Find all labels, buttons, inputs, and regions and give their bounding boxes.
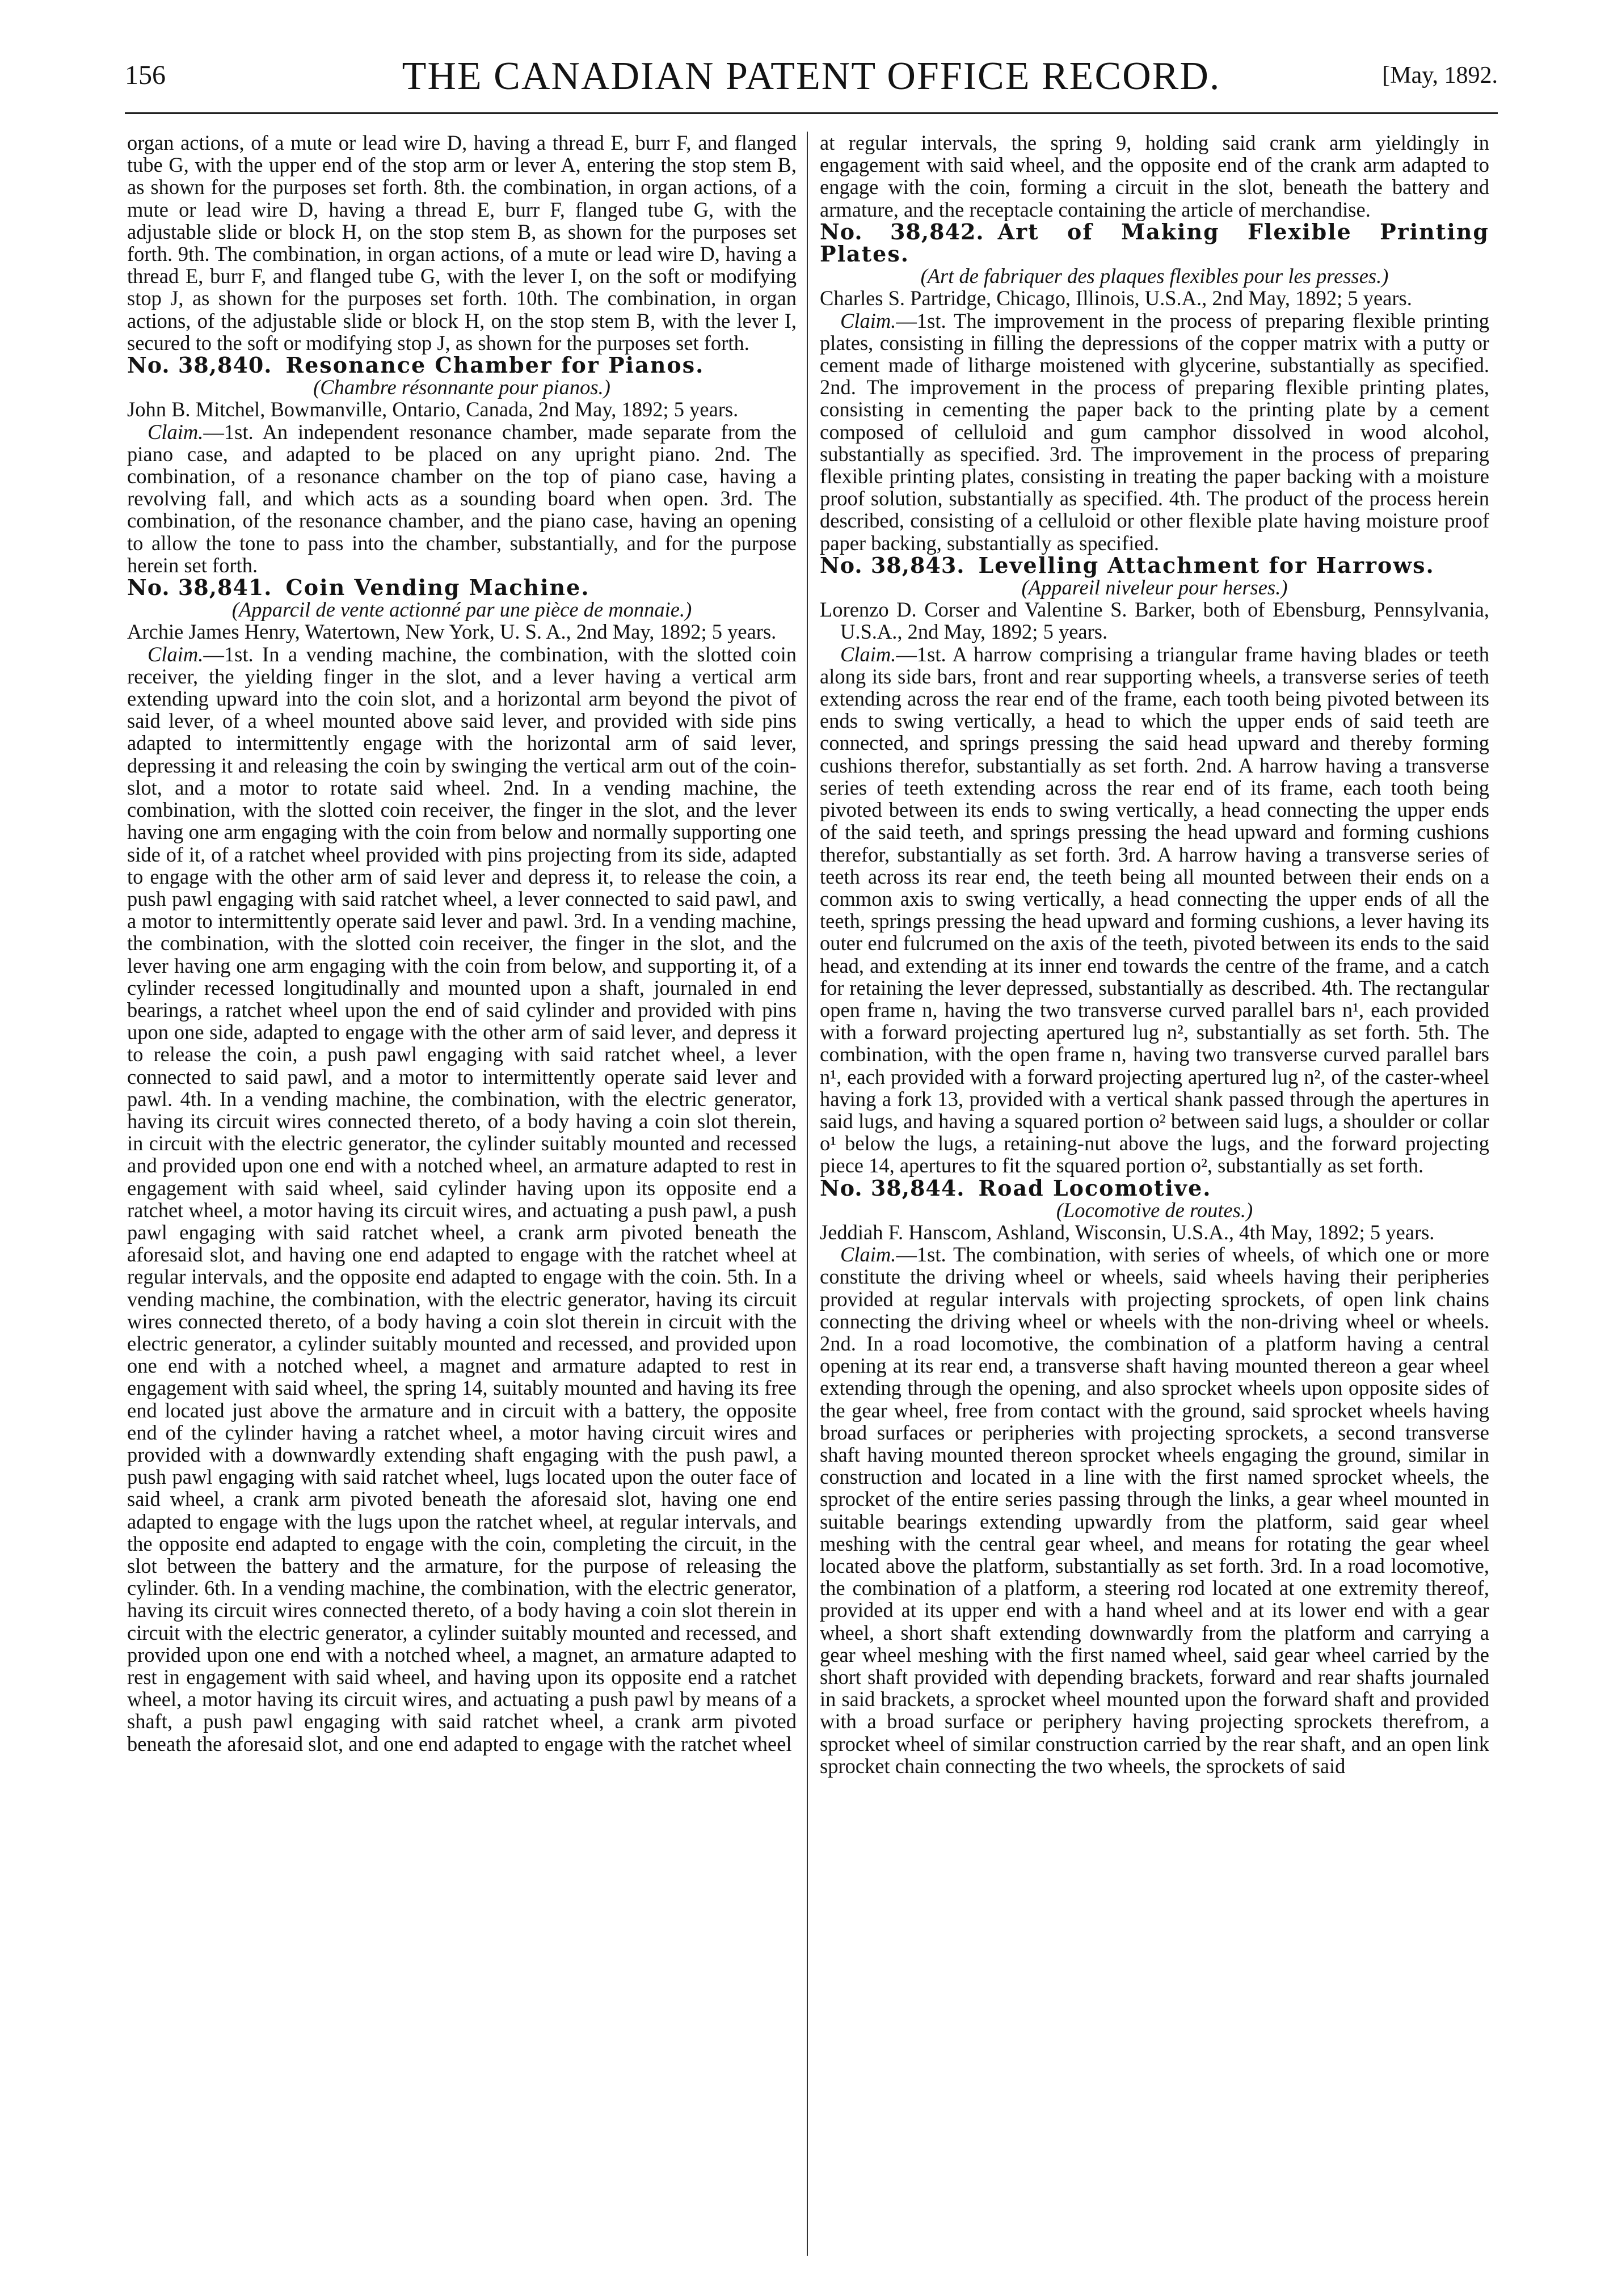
french-title: (Locomotive de routes.)	[1056, 1198, 1253, 1222]
patent-entry-38840	[127, 354, 797, 576]
patent-number: No. 38,843.	[820, 552, 965, 578]
inventor-line: Jeddiah F. Hanscom, Ashland, Wisconsin, U.S.A., 4th May, 1892; 5 years.	[820, 1220, 1435, 1244]
continuation-text: organ actions, of a mute or lead wire D, having a thread E, burr F, and flanged tube G, with the upper end of the stop arm or lever A, entering the stop stem B, as shown for the purposes set forth. 8th. the combination, in organ actions, of a mute or lead wire D, having a thread E, burr F, flanged tube G, with the adjustable slide or block H, on the stop stem B, as shown for the purposes set forth. 9th. The combination, in organ actions, of a mute or lead wire D, having a thread E, burr F, and flanged tube G, with the lever I, on the soft or modifying stop J, as shown for the purposes set forth. 10th. The combination, in organ actions, of the adjustable slide or block H, on the stop stem B, with the lever I, secured to the soft or modifying stop J, as shown for the purposes set forth.	[127, 131, 797, 354]
claim-text: —1st. The improvement in the process of preparing flexible printing plates, consisting in filling the depressions of the copper matrix with a putty or cement made of litharge moistened with glycerine, substantially as specified. 2nd. The improvement in the process of preparing flexible printing plates, consisting in cementing the paper back to the printing plate by a cement composed of celluloid and gum camphor dissolved in wood alcohol, substantially as specified. 3rd. The improvement in the process of preparing flexible printing plates, consisting in treating the paper backing with a moisture proof solution, substantially as specified. 4th. The product of the process herein described, consisting of a celluloid or other flexible plate having moisture proof paper backing, substantially as specified.	[820, 309, 1489, 555]
patent-title: Road Locomotive.	[978, 1175, 1212, 1201]
inventor-line: John B. Mitchel, Bowmanville, Ontario, Canada, 2nd May, 1892; 5 years.	[127, 398, 739, 421]
inventor-line: Charles S. Partridge, Chicago, Illinois, U.S.A., 2nd May, 1892; 5 years.	[820, 286, 1412, 310]
claim-paragraph	[820, 643, 1489, 1177]
french-title: (Art de fabriquer des plaques flexibles pour les presses.)	[920, 264, 1389, 288]
claim-paragraph	[127, 643, 797, 1755]
entry-heading	[820, 554, 1489, 576]
patent-entry-38843	[820, 554, 1489, 1177]
patent-entry-38844	[820, 1177, 1489, 1777]
claim-paragraph	[820, 310, 1489, 554]
inventor-line: Lorenzo D. Corser and Valentine S. Barker, both of Ebensburg, Pennsylvania, U.S.A., 2nd May, 1892; 5 years.	[820, 598, 1489, 644]
column-divider	[807, 132, 808, 2256]
patent-number: No. 38,842.	[820, 218, 984, 244]
claim-label: Claim.	[148, 420, 204, 444]
claim-text: —1st. The combination, with series of wheels, of which one or more constitute the driving wheel or wheels, said wheels having their peripheries provided at regular intervals with projecting sprockets, of open link chains connecting the driving wheel or wheels with the non-driving wheel or wheels. 2nd. In a road locomotive, the combination of a platform having a central opening at its rear end, a transverse shaft having mounted thereon a gear wheel extending through the opening, and also sprocket wheels upon opposite sides of the gear wheel, free from contact with the ground, said sprocket wheels having broad surfaces or peripheries with projecting sprockets, a second transverse shaft having mounted thereon sprocket wheels engaging the ground, similar in construction and located in a line with the first named sprocket wheels, the sprocket of the entire series passing through the links, a gear wheel mounted in suitable bearings extending upwardly from the platform, said gear wheel meshing with the central gear wheel, and means for rotating the gear wheel located above the platform, substantially as set forth. 3rd. In a road locomotive, the combination of a platform, a steering rod located at one extremity thereof, provided at its upper end with a hand wheel and at its lower end with a gear wheel, a short shaft extending downwardly from the platform and carrying a gear wheel meshing with the first named wheel, said gear wheel carried by the short shaft provided with depending brackets, forward and rear shafts journaled in said brackets, a sprocket wheel mounted upon the forward shaft and provided with a broad surface or periphery having projecting sprockets therefrom, a sprocket wheel of similar construction carried by the rear shaft, and an open link sprocket chain connecting the two wheels, the sprockets of said	[820, 1243, 1489, 1778]
patent-entry-38842	[820, 218, 1489, 555]
patent-title: Resonance Chamber for Pianos.	[285, 352, 705, 378]
issue-date: [May, 1892.	[1382, 62, 1498, 88]
claim-paragraph	[127, 421, 797, 576]
patent-number: No. 38,841.	[127, 575, 272, 601]
patent-title: Art of Making Flexible Printing Plates.	[820, 218, 1489, 267]
claim-text: —1st. An independent resonance chamber, made separate from the piano case, and adapted to be placed on any upright piano. 2nd. The combination, of a resonance chamber on the top of piano case, having a revolving fall, and which acts as a sounding board when open. 3rd. The combination, of the resonance chamber, and the piano case, having an opening to allow the tone to pass into the chamber, substantially, and for the purpose herein set forth.	[127, 420, 797, 577]
page-number: 156	[125, 60, 166, 90]
claim-paragraph	[820, 1243, 1489, 1777]
claim-text: —1st. A harrow comprising a triangular frame having blades or teeth along its side bars, front and rear supporting wheels, a transverse series of teeth extending across the rear end of the frame, each tooth being pivoted between its ends to swing vertically, a head to which the upper ends of said teeth are connected, and springs pressing the said head upward and thereby forming cushions therefor, substantially as set forth. 2nd. A harrow having a transverse series of teeth extending across the rear end of its frame, each tooth being pivoted between its ends to swing vertically, a head connecting the upper ends of the said teeth, and springs pressing the head upward and forming cushions therefor, substantially as set forth. 3rd. A harrow having a transverse series of teeth across its rear end, the teeth being all mounted between their ends on a common axis to swing vertically, a head connecting the upper ends of all the teeth, springs pressing the head upward and forming cushions, a lever having its outer end fulcrumed on the axis of the teeth, pivoted between its ends to the said head, and extending at its inner end towards the centre of the frame, and a catch for retaining the lever depressed, substantially as described. 4th. The rectangular open frame n, having the two transverse curved parallel bars n¹, each provided with a forward projecting apertured lug n², substantially as set forth. 5th. The combination, with the open frame n, having two transverse curved parallel bars n¹, each provided with a forward projecting apertured lug n², of the caster-wheel having a fork 13, provided with a vertical shank passed through the apertures in said lugs, and having a squared portion o² between said lugs, a shoulder or collar o¹ below the lugs, a retaining-nut above the lugs, and the forward projecting piece 14, apertures to fit the squared portion o², substantially as set forth.	[820, 642, 1489, 1177]
french-title: (Appareil niveleur pour herses.)	[1021, 576, 1288, 600]
patent-number: No. 38,844.	[820, 1175, 965, 1201]
right-column	[820, 132, 1489, 1777]
patent-title: Coin Vending Machine.	[285, 575, 590, 601]
entry-heading	[820, 1177, 1489, 1199]
patent-entry-38841	[127, 576, 797, 1755]
claim-label: Claim.	[840, 642, 896, 666]
entry-heading	[127, 354, 797, 376]
entry-heading	[127, 575, 797, 601]
page-header	[125, 54, 1498, 105]
left-column	[127, 132, 797, 1755]
entry-heading	[820, 218, 1489, 267]
claim-label: Claim.	[148, 642, 204, 666]
claim-label: Claim.	[840, 309, 896, 332]
french-title: (Chambre résonnante pour pianos.)	[313, 375, 610, 399]
claim-label: Claim.	[840, 1243, 896, 1267]
journal-title: THE CANADIAN PATENT OFFICE RECORD.	[402, 54, 1221, 98]
inventor-line: Archie James Henry, Watertown, New York, U. S. A., 2nd May, 1892; 5 years.	[127, 620, 777, 644]
continuation-text: at regular intervals, the spring 9, holding said crank arm yieldingly in engagement with said wheel, and the opposite end of the crank arm adapted to engage with the coin, forming a circuit in the slot, beneath the battery and armature, and the receptacle containing the article of merchandise.	[820, 131, 1489, 221]
french-title: (Apparcil de vente actionné par une pièce de monnaie.)	[231, 598, 692, 622]
patent-title: Levelling Attachment for Harrows.	[978, 552, 1435, 578]
header-rule	[125, 112, 1498, 114]
patent-number: No. 38,840.	[127, 352, 272, 378]
claim-text: —1st. In a vending machine, the combination, with the slotted coin receiver, the yielding finger in the slot, and a lever having a vertical arm extending upward into the coin slot, and a horizontal arm beyond the pivot of said lever, of a wheel mounted above said lever, and provided with side pins adapted to intermittently engage with the horizontal arm of said lever, depressing it and releasing the coin by swinging the vertical arm out of the coin-slot, and a motor to rotate said wheel. 2nd. In a vending machine, the combination, with the slotted coin receiver, the finger in the slot, and the lever having one arm engaging with the coin from below and normally supporting one side of it, of a ratchet wheel provided with pins projecting from its side, adapted to engage with the other arm of said lever and depress it, to release the coin, a push pawl engaging with said ratchet wheel, a lever connected to said pawl, and a motor to intermittently operate said lever and pawl. 3rd. In a vending machine, the combination, with the slotted coin receiver, the finger in the slot, and the lever having one arm engaging with the coin from below, and supporting it, of a cylinder recessed longitudinally and mounted upon a shaft, journaled in end bearings, a ratchet wheel upon the end of said cylinder and provided with pins upon one side, adapted to engage with the other arm of said lever, and depress it to release the coin, a push pawl engaging with said ratchet wheel, a lever connected to said pawl, and a motor to intermittently operate said lever and pawl. 4th. In a vending machine, the combination, with the electric generator, having its circuit wires connected thereto, of a body having a coin slot therein, in circuit with the electric generator, the cylinder suitably mounted and recessed and provided upon one end with a notched wheel, an armature adapted to rest in engagement with said wheel, said cylinder having upon its opposite end a ratchet wheel, a motor having its circuit wires, and actuating a push pawl, a push pawl engaging with said ratchet wheel, a crank arm pivoted beneath the aforesaid slot, and having one end adapted to engage with the ratchet wheel at regular intervals, and the opposite end adapted to engage with the coin. 5th. In a vending machine, the combination, with the electric generator, having its circuit wires connected thereto, of a body having a coin slot therein in circuit with the electric generator, a cylinder suitably mounted and recessed, and provided upon one end with a notched wheel, a magnet and armature adapted to rest in engagement with said wheel, the spring 14, suitably mounted and having its free end located just above the armature and in circuit with a battery, the opposite end of the cylinder having a ratchet wheel, a motor having circuit wires and provided with a downwardly extending shaft engaging with the push pawl, a push pawl engaging with said ratchet wheel, lugs located upon the outer face of said wheel, a crank arm pivoted beneath the aforesaid slot, having one end adapted to engage with the lugs upon the ratchet wheel, at regular intervals, and the opposite end adapted to engage with the coin, completing the circuit, in the slot between the battery and the armature, for the purpose of releasing the cylinder. 6th. In a vending machine, the combination, with the electric generator, having its circuit wires connected thereto, of a body having a coin slot therein in circuit with the electric generator, a cylinder suitably mounted and recessed, and provided upon one end with a notched wheel, a magnet, an armature adapted to rest in engagement with said wheel, and having upon its opposite end a ratchet wheel, a motor having its circuit wires, and actuating a push pawl by means of a shaft, a push pawl engaging with said ratchet wheel, a crank arm pivoted beneath the aforesaid slot, and one end adapted to engage with the ratchet wheel	[127, 642, 797, 1755]
